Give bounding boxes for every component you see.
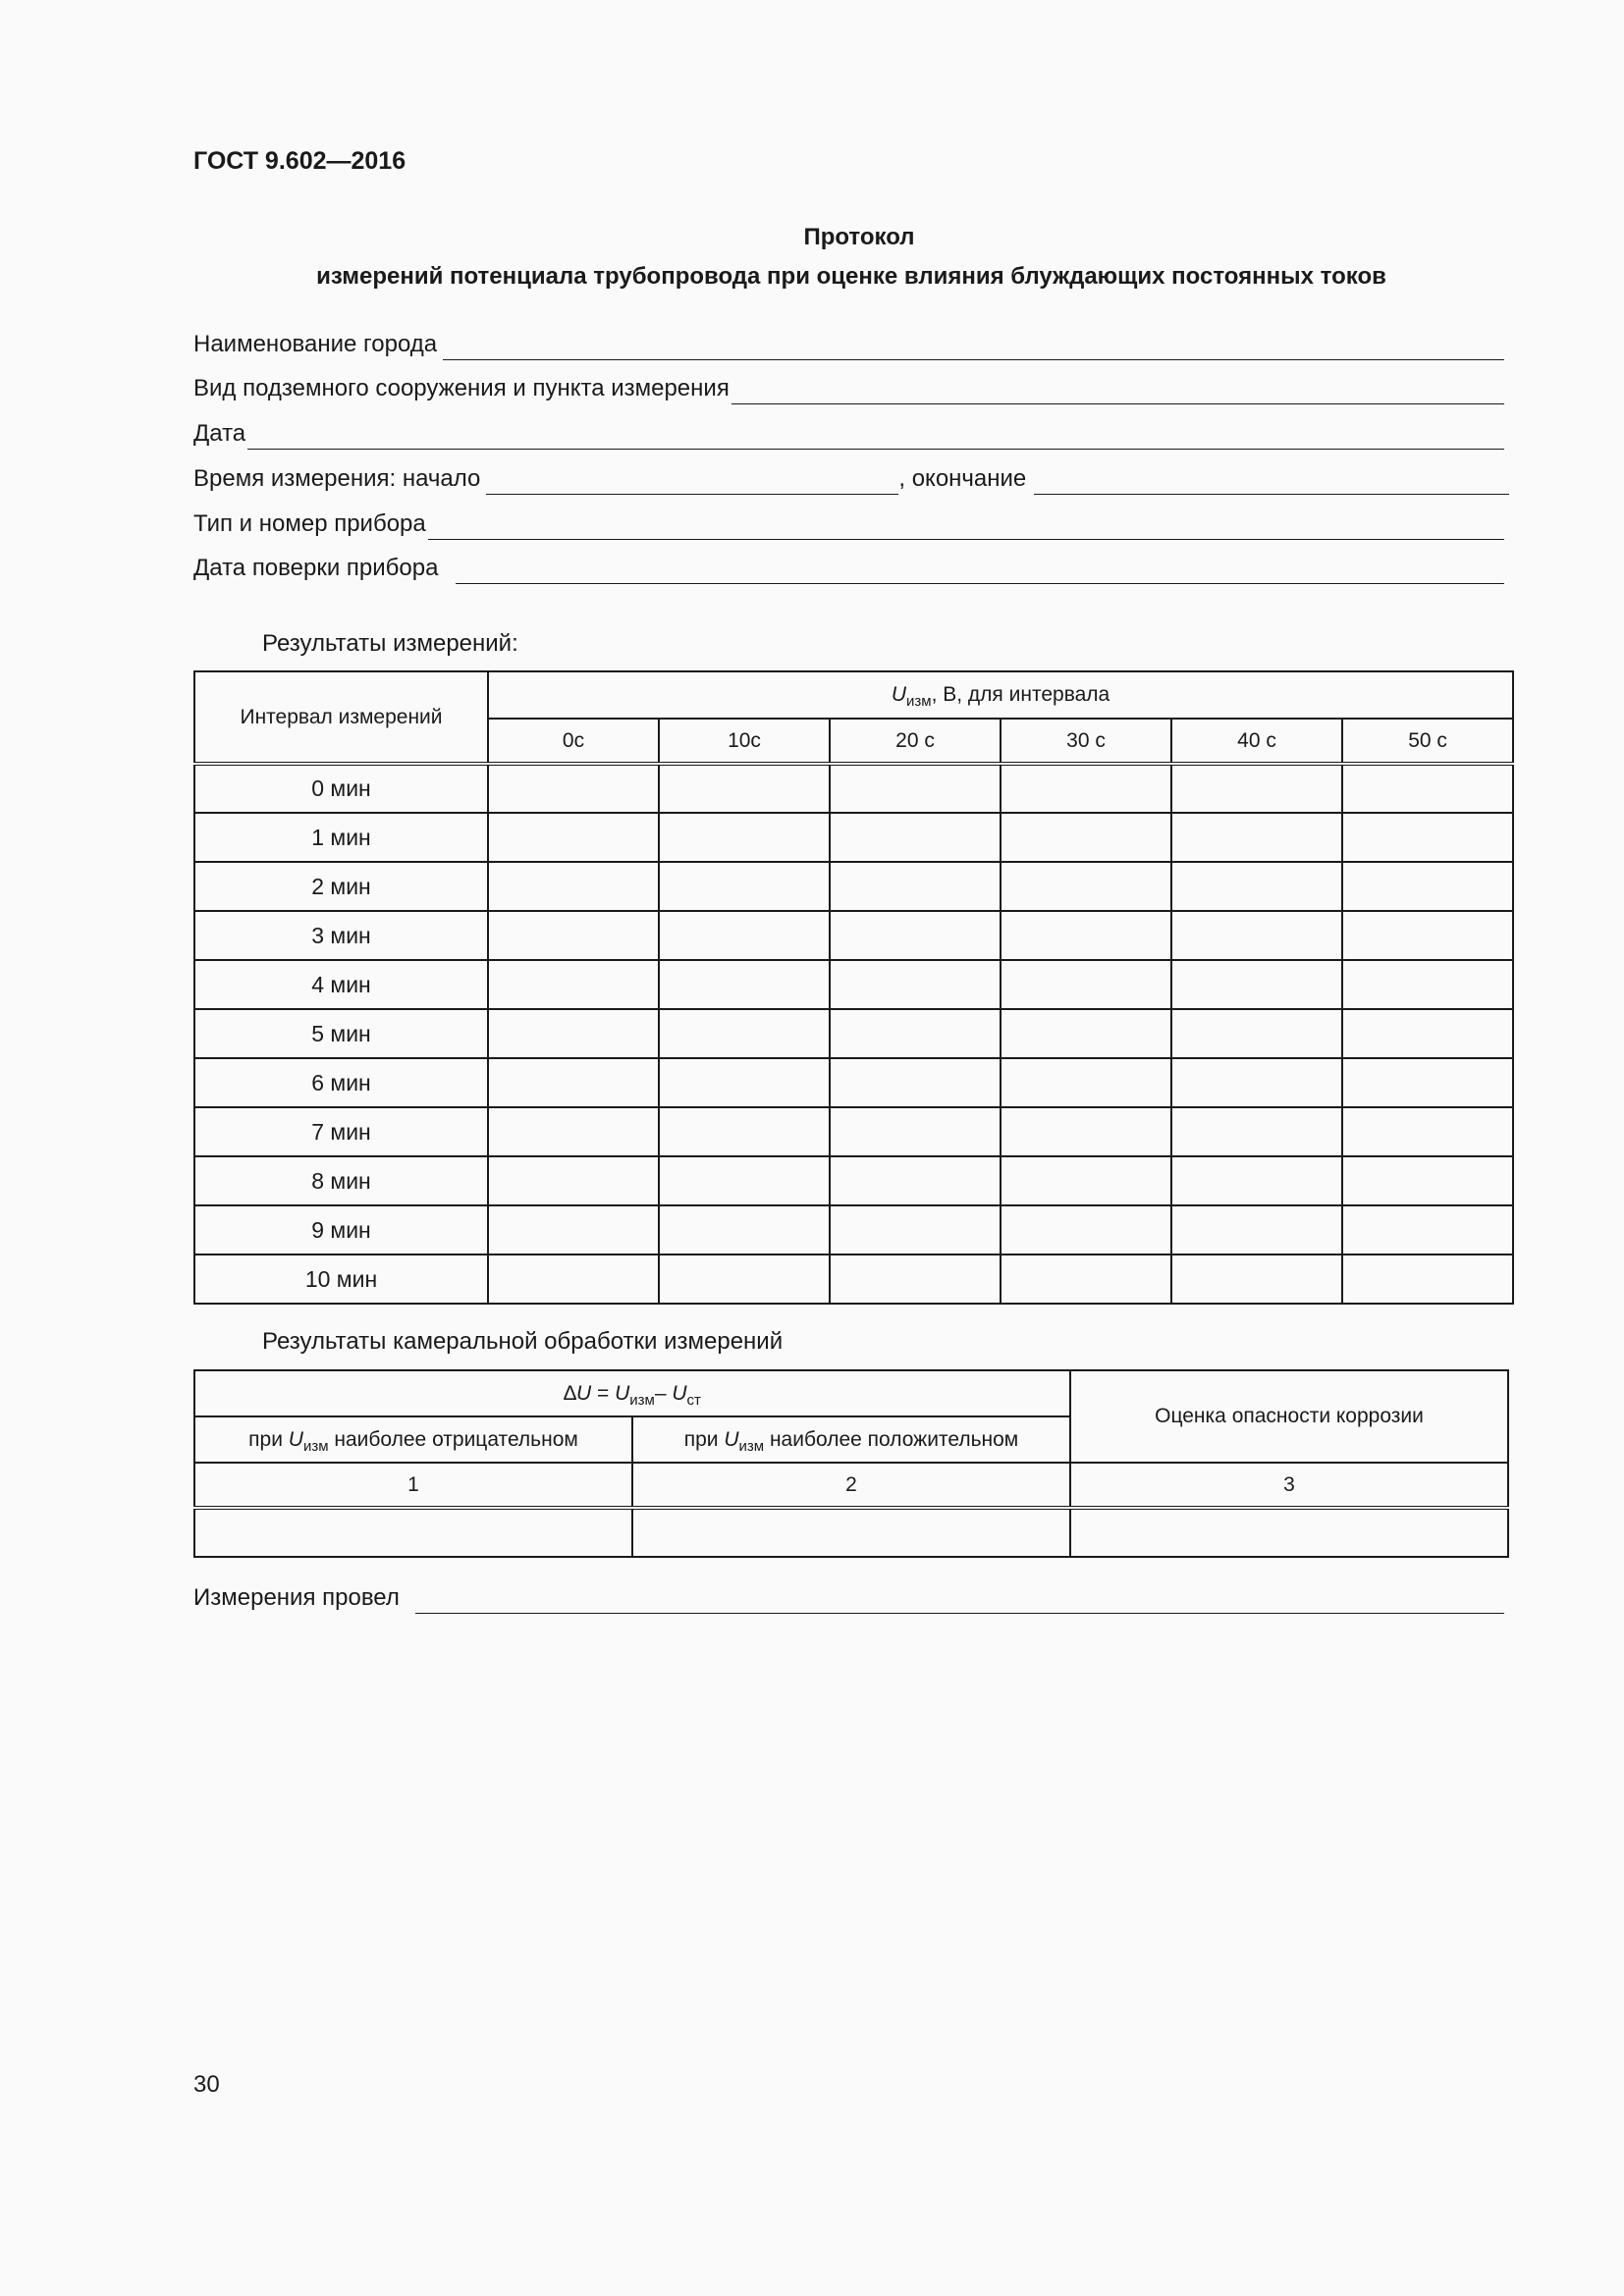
data-cell[interactable] <box>488 911 659 960</box>
table-row <box>194 764 1513 813</box>
delta-formula-header: $\Delta U = U_{изм}-$ $U_{ст}$ <box>194 1370 1070 1416</box>
city-field <box>193 327 1504 360</box>
table-row <box>194 862 1513 911</box>
column-header: 0с <box>488 719 659 764</box>
data-cell[interactable] <box>830 1156 1001 1205</box>
data-cell[interactable] <box>830 960 1001 1009</box>
data-cell[interactable] <box>1001 911 1171 960</box>
data-cell[interactable] <box>1342 1009 1513 1058</box>
table-row <box>194 1107 1513 1156</box>
column-header: 50 с <box>1342 719 1513 764</box>
city-label: Наименование города <box>193 331 438 357</box>
data-cell[interactable] <box>488 813 659 862</box>
row-label: 5 мин <box>194 1009 488 1058</box>
data-cell[interactable] <box>1342 1058 1513 1107</box>
table-row <box>194 960 1513 1009</box>
data-cell[interactable] <box>488 1255 659 1304</box>
device-field <box>193 507 1504 540</box>
data-cell[interactable] <box>830 862 1001 911</box>
table-row <box>194 813 1513 862</box>
data-cell[interactable] <box>488 764 659 813</box>
signature-input-line[interactable] <box>415 1585 1504 1614</box>
data-cell[interactable] <box>1171 1205 1342 1255</box>
data-cell[interactable] <box>1001 1107 1171 1156</box>
structure-field <box>193 371 1504 404</box>
document-code: ГОСТ 9.602—2016 <box>193 147 406 175</box>
data-cell[interactable] <box>488 1156 659 1205</box>
data-cell[interactable] <box>1342 1205 1513 1255</box>
data-cell[interactable] <box>830 911 1001 960</box>
data-cell[interactable] <box>659 1156 830 1205</box>
time-start-label: Время измерения: начало <box>193 465 481 492</box>
calibration-label: Дата поверки прибора <box>193 555 439 581</box>
column-number: 2 <box>632 1463 1070 1508</box>
row-label: 7 мин <box>194 1107 488 1156</box>
time-end-label: , окончание <box>898 465 1027 492</box>
date-label: Дата <box>193 420 246 447</box>
column-header: 20 с <box>830 719 1001 764</box>
voltage-group-header: $U_{изм}$, В, для интервала <box>488 671 1513 719</box>
data-cell[interactable] <box>659 960 830 1009</box>
data-cell[interactable] <box>1171 764 1342 813</box>
table-row <box>194 911 1513 960</box>
table-row <box>194 1255 1513 1304</box>
interval-header: Интервал измерений <box>194 671 488 764</box>
time-field <box>193 461 1509 495</box>
data-cell[interactable] <box>1342 764 1513 813</box>
page-number: 30 <box>193 2071 220 2098</box>
device-label: Тип и номер прибора <box>193 510 426 537</box>
data-cell[interactable] <box>1171 1255 1342 1304</box>
table-row <box>194 1058 1513 1107</box>
data-cell[interactable] <box>1001 1205 1171 1255</box>
data-cell[interactable] <box>1001 1058 1171 1107</box>
row-label: 10 мин <box>194 1255 488 1304</box>
data-cell[interactable] <box>1001 1156 1171 1205</box>
measurements-table <box>193 670 1514 1305</box>
column-header: 30 с <box>1001 719 1171 764</box>
column-header: 40 с <box>1171 719 1342 764</box>
data-cell[interactable] <box>1001 862 1171 911</box>
data-cell[interactable] <box>488 960 659 1009</box>
data-cell[interactable] <box>1342 960 1513 1009</box>
column-header: 10с <box>659 719 830 764</box>
data-cell[interactable] <box>1001 813 1171 862</box>
data-cell[interactable] <box>1342 1255 1513 1304</box>
date-field <box>193 416 1504 450</box>
structure-input-line[interactable] <box>731 376 1504 404</box>
data-cell[interactable] <box>1171 911 1342 960</box>
data-cell[interactable] <box>1070 1508 1508 1557</box>
city-input-line[interactable] <box>443 332 1504 360</box>
row-label: 0 мин <box>194 764 488 813</box>
calibration-field <box>193 551 1504 584</box>
time-end-input-line[interactable] <box>1034 466 1509 495</box>
most-positive-header: при $U_{изм}$ наиболее положительном <box>632 1416 1070 1463</box>
title-line-2: измерений потенциала трубопровода при оценке влияния блуждающих постоянных токов <box>316 263 1386 290</box>
data-cell[interactable] <box>1001 1009 1171 1058</box>
data-cell[interactable] <box>488 1058 659 1107</box>
row-label: 3 мин <box>194 911 488 960</box>
device-input-line[interactable] <box>428 511 1504 540</box>
data-cell[interactable] <box>1171 1156 1342 1205</box>
table-row <box>194 1205 1513 1255</box>
data-cell[interactable] <box>659 1107 830 1156</box>
signature-field <box>193 1580 1504 1614</box>
data-cell[interactable] <box>1171 813 1342 862</box>
data-cell[interactable] <box>830 1255 1001 1304</box>
corrosion-risk-header: Оценка опасности коррозии <box>1070 1370 1508 1463</box>
data-cell[interactable] <box>1342 1107 1513 1156</box>
time-start-input-line[interactable] <box>486 466 898 495</box>
data-cell[interactable] <box>659 1009 830 1058</box>
data-cell[interactable] <box>488 1009 659 1058</box>
data-cell[interactable] <box>1171 960 1342 1009</box>
results-label: Результаты измерений: <box>262 630 518 657</box>
title-line-1: Протокол <box>803 224 915 250</box>
row-label: 9 мин <box>194 1205 488 1255</box>
data-cell[interactable] <box>659 911 830 960</box>
data-cell[interactable] <box>1001 960 1171 1009</box>
data-cell[interactable] <box>1171 1058 1342 1107</box>
data-cell[interactable] <box>1342 911 1513 960</box>
data-cell[interactable] <box>830 813 1001 862</box>
row-label: 8 мин <box>194 1156 488 1205</box>
data-cell[interactable] <box>830 1058 1001 1107</box>
data-cell[interactable] <box>1001 764 1171 813</box>
structure-label: Вид подземного сооружения и пункта измерения <box>193 375 730 401</box>
most-negative-header: при $U_{изм}$ наиболее отрицательном <box>194 1416 632 1463</box>
column-number: 3 <box>1070 1463 1508 1508</box>
data-cell[interactable] <box>830 1107 1001 1156</box>
table-row <box>194 1508 1508 1557</box>
data-cell[interactable] <box>632 1508 1070 1557</box>
row-label: 1 мин <box>194 813 488 862</box>
date-input-line[interactable] <box>247 421 1504 450</box>
data-cell[interactable] <box>1171 1009 1342 1058</box>
data-cell[interactable] <box>1342 813 1513 862</box>
data-cell[interactable] <box>830 1205 1001 1255</box>
data-cell[interactable] <box>488 1205 659 1255</box>
data-cell[interactable] <box>659 862 830 911</box>
data-cell[interactable] <box>659 1205 830 1255</box>
table-row <box>194 1009 1513 1058</box>
row-label: 6 мин <box>194 1058 488 1107</box>
data-cell[interactable] <box>488 1107 659 1156</box>
data-cell[interactable] <box>659 1255 830 1304</box>
data-cell[interactable] <box>194 1508 632 1557</box>
row-label: 4 мин <box>194 960 488 1009</box>
data-cell[interactable] <box>1171 862 1342 911</box>
data-cell[interactable] <box>488 862 659 911</box>
column-number: 1 <box>194 1463 632 1508</box>
data-cell[interactable] <box>659 1058 830 1107</box>
signature-label: Измерения провел <box>193 1584 400 1611</box>
row-label: 2 мин <box>194 862 488 911</box>
table-row <box>194 1156 1513 1205</box>
data-cell[interactable] <box>1171 1107 1342 1156</box>
processing-label: Результаты камеральной обработки измерений <box>262 1328 784 1355</box>
calibration-input-line[interactable] <box>456 556 1504 584</box>
data-cell[interactable] <box>1001 1255 1171 1304</box>
data-cell[interactable] <box>1342 1156 1513 1205</box>
data-cell[interactable] <box>830 764 1001 813</box>
data-cell[interactable] <box>830 1009 1001 1058</box>
data-cell[interactable] <box>1342 862 1513 911</box>
data-cell[interactable] <box>659 813 830 862</box>
protocol-title <box>193 224 1509 291</box>
data-cell[interactable] <box>659 764 830 813</box>
processing-table <box>193 1369 1509 1558</box>
